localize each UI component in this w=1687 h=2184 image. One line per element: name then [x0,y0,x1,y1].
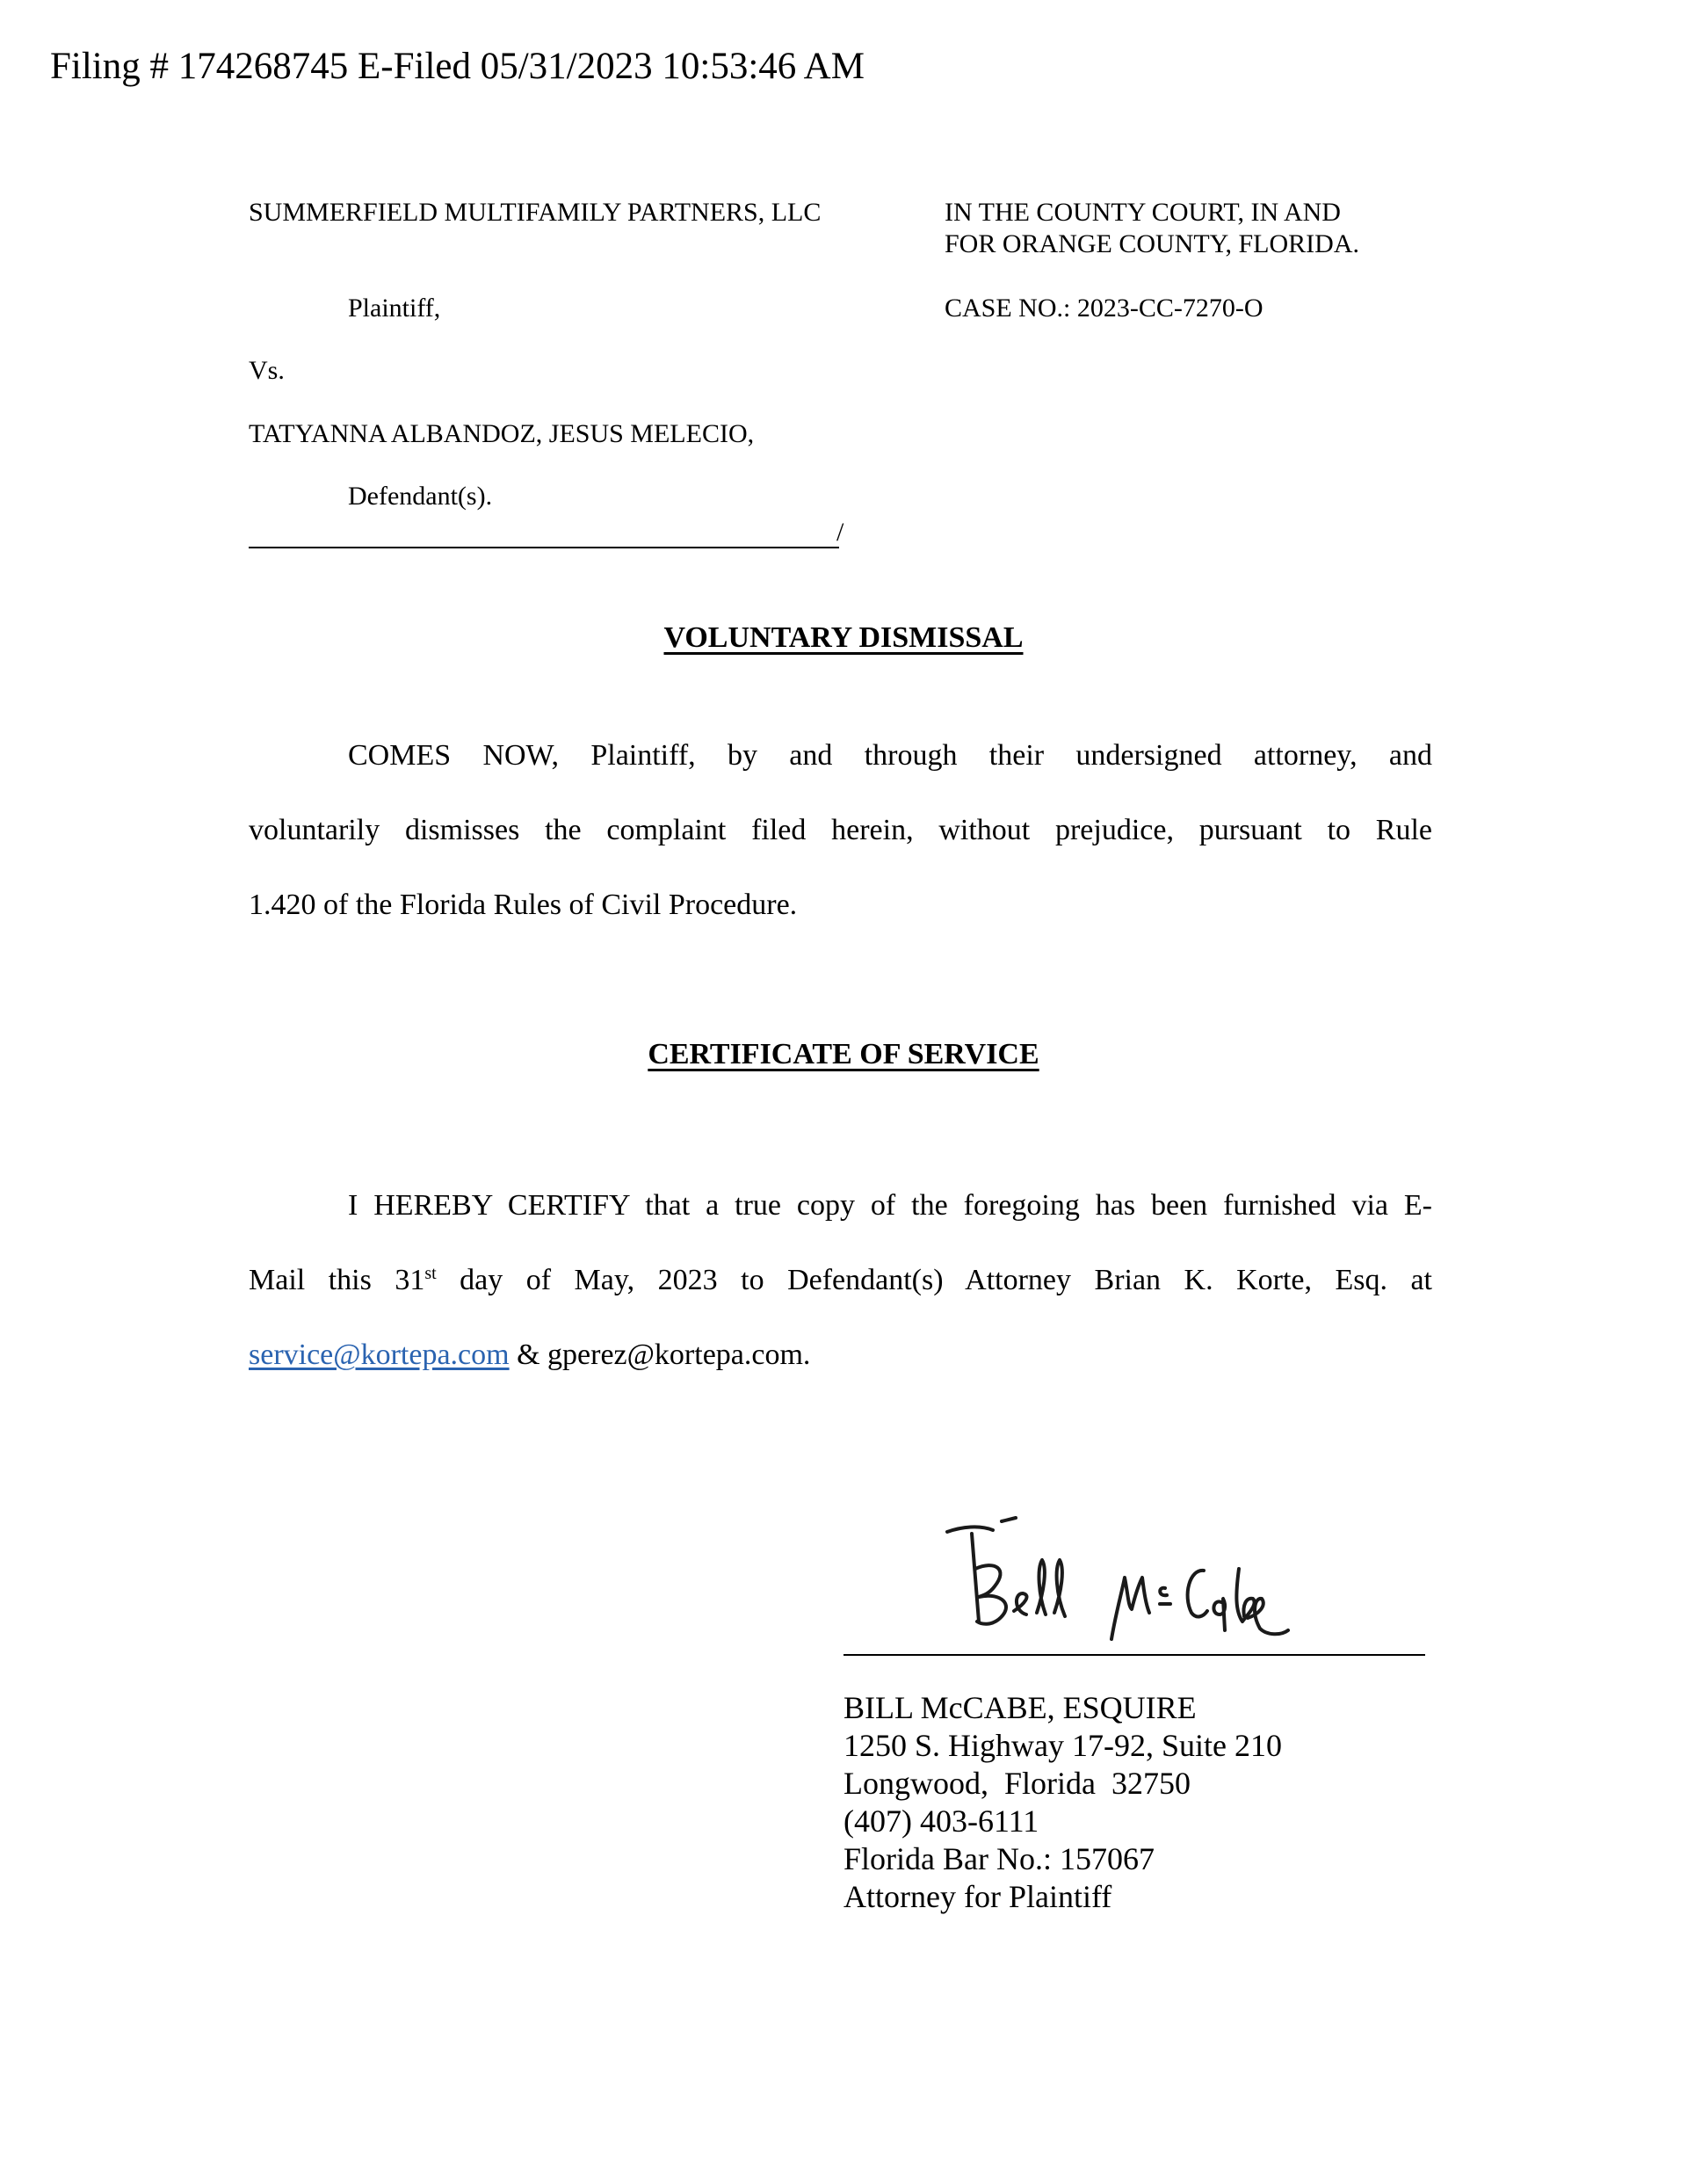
attorney-address-2: Longwood, Florida 32750 [844,1766,1191,1801]
court-line-2: FOR ORANGE COUNTY, FLORIDA. [945,229,1359,258]
attorney-bar-number: Florida Bar No.: 157067 [844,1841,1155,1876]
plaintiff-name: SUMMERFIELD MULTIFAMILY PARTNERS, LLC [249,198,822,227]
certificate-line-2-prefix: Mail this 31 [249,1264,425,1296]
signature-image [940,1507,1309,1648]
certificate-line-2-suffix: day of May, 2023 to Defendant(s) Attorney Brian K. Korte, Esq. at [436,1264,1433,1296]
secondary-email-text: & gperez@kortepa.com. [509,1339,811,1371]
plaintiff-role: Plaintiff, [348,294,441,323]
ordinal-suffix: st [424,1264,437,1283]
dismissal-title: VOLUNTARY DISMISSAL [663,621,1024,654]
signature-line [844,1654,1425,1656]
certificate-line-1: I HEREBY CERTIFY that a true copy of the foregoing has been furnished via E- [348,1189,1432,1222]
caption-slash: / [836,518,844,547]
certificate-line-3 [249,1338,810,1373]
caption-divider [249,547,839,548]
case-number: CASE NO.: 2023-CC-7270-O [945,294,1263,323]
certificate-title: CERTIFICATE OF SERVICE [648,1038,1039,1070]
attorney-address-1: 1250 S. Highway 17-92, Suite 210 [844,1728,1282,1763]
defendant-names: TATYANNA ALBANDOZ, JESUS MELECIO, [249,419,755,448]
dismissal-line-1: COMES NOW, Plaintiff, by and through their undersigned attorney, and [348,739,1432,772]
service-email-link[interactable]: service@kortepa.com [249,1339,510,1371]
court-line-1: IN THE COUNTY COURT, IN AND [945,198,1341,227]
attorney-phone: (407) 403-6111 [844,1803,1039,1839]
dismissal-line-3: 1.420 of the Florida Rules of Civil Procedure. [249,889,798,921]
attorney-name: BILL McCABE, ESQUIRE [844,1690,1197,1725]
versus-label: Vs. [249,356,285,385]
dismissal-line-2: voluntarily dismisses the complaint filed herein, without prejudice, pursuant to Rule [249,814,1432,846]
filing-stamp: Filing # 174268745 E-Filed 05/31/2023 10:53:46 AM [50,46,865,87]
attorney-role: Attorney for Plaintiff [844,1879,1112,1914]
defendant-role: Defendant(s). [348,482,493,511]
certificate-line-2 [249,1263,1432,1298]
